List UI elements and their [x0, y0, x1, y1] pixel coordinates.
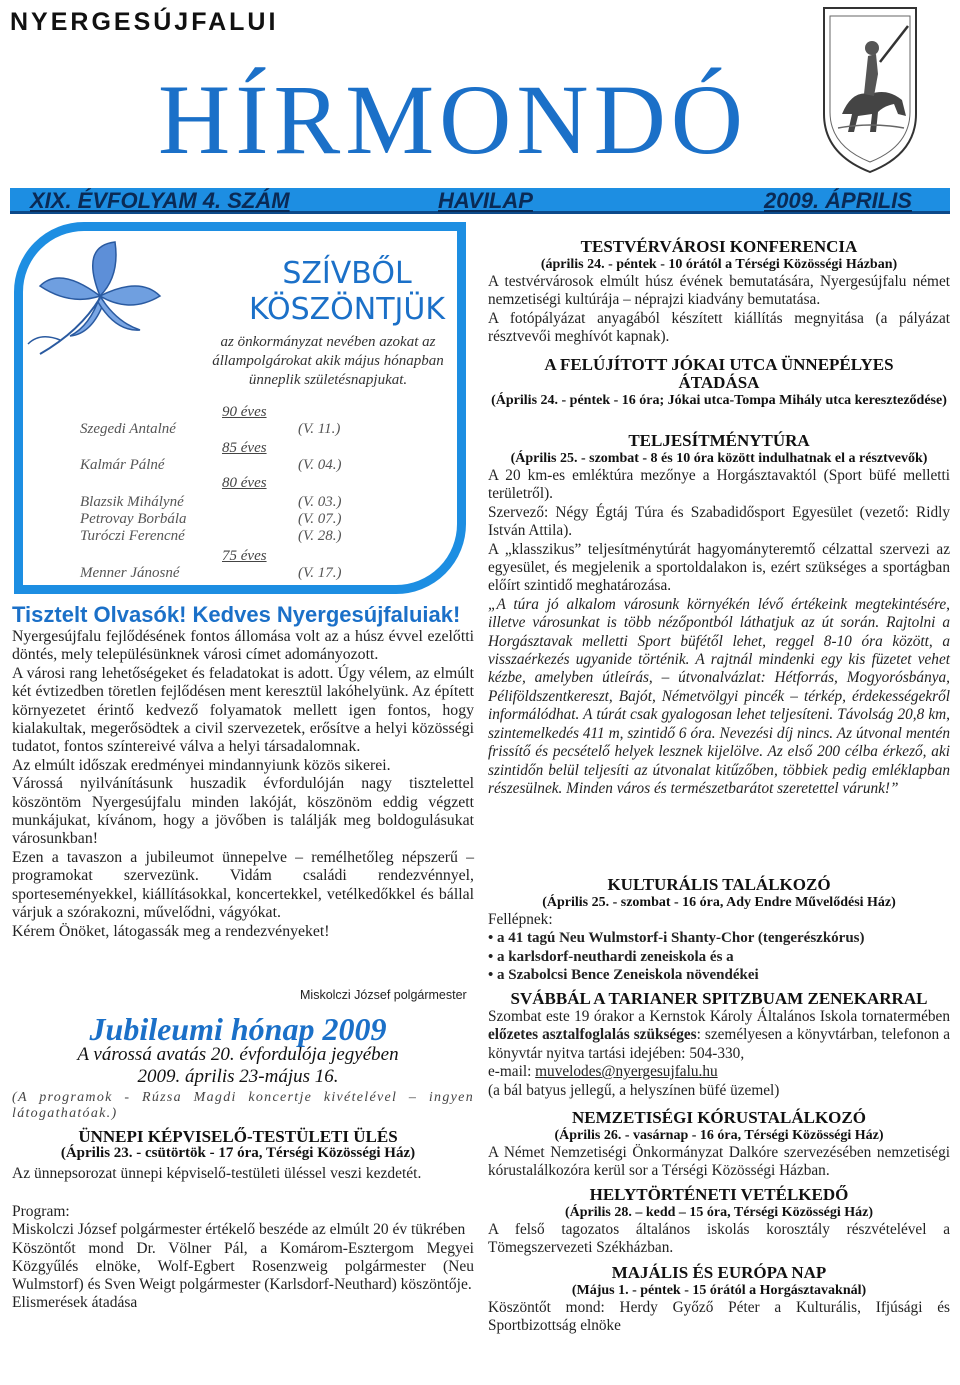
street-opening-when: (Április 24. - péntek - 16 óra; Jókai utca-Tompa Mihály utca kereszteződése)	[491, 393, 947, 408]
ball-text	[488, 1008, 950, 1063]
jubilee-subtitle: A várossá avatás 20. évfordulója jegyében	[77, 1044, 399, 1065]
age-group-label: 90 éves	[222, 404, 267, 420]
program-line: Miskolczi József polgármester értékelő beszéde az elmúlt 20 év tükrében	[12, 1221, 466, 1239]
issue-date: 2009. ÁPRILIS	[764, 188, 912, 213]
letter-paragraph: Kérem Önöket, látogassák meg a rendezvényeket!	[12, 922, 330, 940]
letter-paragraph: A városi rang lehetőségeket és feladatokat is adott. Úgy vélem, az elmúlt két évtizedben töretlen fejlődésen ment keresztül lakóhelyünk. Az épített környezetet érintő kedvező folyamatok mellett igen fontos, hogy kialakultak, megerősödtek a civil szervezetek, erősítve a helyi közösségi tudatot, fontos színtereivé válva a helyi társadalomnak.	[12, 664, 474, 756]
culture-title: KULTURÁLIS TALÁLKOZÓ	[607, 875, 831, 894]
celebrant-date: (V. 07.)	[298, 511, 342, 527]
program-line: Elismerések átadása	[12, 1294, 138, 1312]
letter-signature: Miskolczi József polgármester	[300, 988, 467, 1002]
conference-text: A fotópályázat anyagából készített kiállítás megnyitása (a pályázat résztvevői meghívót kapnak).	[488, 309, 950, 346]
quiz-section	[488, 1186, 950, 1258]
may-day-section	[488, 1264, 950, 1336]
council-session-when: (Április 23. - csütörtök - 17 óra, Térségi Közösségi Ház)	[60, 1145, 416, 1161]
conference-section	[488, 238, 950, 347]
tour-section	[488, 432, 950, 798]
council-session-text: Az ünnepsorozat ünnepi képviselő-testületi üléssel veszi kezdetét.	[12, 1165, 422, 1182]
celebrant-date: (V. 04.)	[298, 457, 342, 473]
ball-title: SVÁBBÁL A TARIANER SPITZBUAM ZENEKARRAL	[510, 989, 928, 1008]
conference-text: A testvérvárosok elmúlt húsz évének bemutatására, Nyergesújfalu német nemzetiségi kultúrája – néprajzi kiadvány bemutatása.	[488, 273, 950, 309]
flower-illustration	[20, 236, 180, 356]
street-opening-section	[488, 356, 950, 409]
ball-note: (a bál batyus jellegű, a helyszínen büfé üzemel)	[488, 1081, 780, 1099]
choir-text: A Német Nemzetiségi Önkormányzat Dalkóre szervezésében nemzetiségi kórustalálkozóra kerül sor a Térségi Közösségi Házban.	[488, 1144, 950, 1180]
tour-title: TELJESÍTMÉNYTÚRA	[628, 431, 810, 450]
street-opening-title: A FELÚJÍTOTT JÓKAI UTCA ÜNNEPÉLYES	[544, 355, 894, 374]
ball-text-bold: előzetes asztalfoglalás szükséges	[488, 1026, 697, 1044]
volume-number: XIX. ÉVFOLYAM 4. SZÁM	[30, 188, 290, 213]
culture-section	[488, 876, 950, 985]
program-line: Köszöntőt mond Dr. Völner Pál, a Komárom-Esztergom Megyei Közgyűlés elnöke, Wolf-Egbert Rosenzweig polgármester (Neu Wulmstorf) és Sven Weigt polgármester (Karlsdorf-Neuthard) köszöntője.	[12, 1239, 474, 1294]
celebrant-name: Blazsik Mihályné	[80, 494, 184, 510]
jubilee-note: (A programok - Rúzsa Magdi koncertje kivételével – ingyen látogathatóak.)	[12, 1090, 474, 1121]
celebrant-date: (V. 03.)	[298, 494, 342, 510]
performer-item: • a Szabolcsi Bence Zeneiskola növendékei	[488, 967, 759, 984]
council-program	[12, 1203, 474, 1313]
performer-item: • a karlsdorf-neuthardi zeneiskola és a	[488, 948, 734, 965]
age-group-label: 85 éves	[222, 440, 267, 456]
quiz-when: (Április 28. – kedd – 15 óra, Térségi Közösségi Ház)	[564, 1205, 874, 1220]
letter-paragraph: Az elmúlt időszak eredményei mindannyiunk közös sikerei.	[12, 756, 391, 774]
celebrant-name: Menner Jánosné	[80, 565, 180, 581]
conference-when: (április 24. - péntek - 10 órától a Térségi Közösségi Házban)	[540, 257, 898, 272]
street-opening-title-2: ÁTADÁSA	[678, 373, 760, 392]
publication-frequency: HAVILAP	[438, 188, 533, 213]
celebrant-name: Szegedi Antalné	[80, 421, 176, 437]
tour-text: Szervező: Négy Égtáj Túra és Szabadidősport Egyesület (vezető: Ridly István Attila).	[488, 503, 950, 540]
greeting-title-line-1: SZÍVBŐL	[282, 256, 412, 291]
may-day-title: MAJÁLIS ÉS EURÓPA NAP	[611, 1263, 827, 1282]
may-day-when: (Május 1. - péntek - 15 órától a Horgásztavaknál)	[571, 1283, 867, 1298]
celebrant-date: (V. 11.)	[298, 421, 341, 437]
greeting-title-line-2: KÖSZÖNTJÜK	[248, 292, 446, 327]
jubilee-dates: 2009. április 23-május 16.	[137, 1066, 339, 1087]
tour-text: A 20 km-es emléktúra mezőnye a Horgásztavaktól (Sport büfé melletti területről).	[488, 467, 950, 503]
council-session-title: ÜNNEPI KÉPVISELŐ-TESTÜLETI ÜLÉS	[78, 1127, 398, 1146]
letter-paragraph: Várossá nyilvánításunk huszadik évfordulóján nagy tisztelettel köszöntöm Nyergesújfalu minden lakóját, köszönöm eddig végzett munkájukat, kívánom, hogy a jövőben is találják meg boldogulásukat városunkban!	[12, 775, 474, 848]
celebrant-date: (V. 17.)	[298, 565, 342, 581]
ball-text-start: Szombat este 19 órakor a Kernstok Károly Általános Iskola tornatermében	[488, 1008, 950, 1025]
quiz-title: HELYTÖRTÉNETI VETÉLKEDŐ	[589, 1185, 849, 1204]
quiz-text: A felső tagozatos általános iskolás korosztály részvételével a Tömegszervezeti Székházban.	[488, 1221, 950, 1257]
age-group-label: 80 éves	[222, 475, 267, 491]
may-day-text: Köszöntőt mond: Herdy Győző Péter a Kulturális, Ifjúsági és Sportbizottság elnöke	[488, 1299, 950, 1335]
greeting-title	[232, 256, 462, 328]
culture-when: (Április 25. - szombat - 16 óra, Ady Endre Művelődési Ház)	[542, 895, 896, 910]
tour-when: (Április 25. - szombat - 8 és 10 óra között indulhatnak el a résztvevők)	[510, 451, 928, 466]
letter-paragraph: Nyergesújfalu fejlődésének fontos állomása volt az a húsz évvel ezelőtti döntés, mely településünknek városi címet adományozott.	[12, 628, 474, 664]
ball-section	[488, 990, 950, 1100]
newspaper-series-title: NYERGESÚJFALUI	[10, 8, 279, 36]
choir-title: NEMZETISÉGI KÓRUSTALÁLKOZÓ	[572, 1108, 866, 1127]
letter-body	[12, 628, 474, 941]
jubilee-title: Jubileumi hónap 2009	[89, 1011, 387, 1047]
ball-text-end: : személyesen a könyvtárban, telefonon a könyvtár nyitva tartási idejében: 504-330,	[488, 1026, 950, 1062]
celebrant-name: Petrovay Borbála	[80, 511, 187, 527]
email-label: e-mail:	[488, 1063, 536, 1081]
crest-horseman-icon	[818, 4, 922, 176]
program-line: Program:	[12, 1203, 70, 1220]
email-link[interactable]: muvelodes@nyergesujfalu.hu	[535, 1063, 718, 1081]
ball-contact	[488, 1063, 950, 1081]
choir-section	[488, 1109, 950, 1181]
culture-lead: Fellépnek:	[488, 911, 553, 928]
newspaper-title: HÍRMONDÓ	[158, 64, 748, 175]
conference-title: TESTVÉRVÁROSI KONFERENCIA	[580, 237, 858, 256]
greeting-subtitle: az önkormányzat nevében azokat az állampolgárokat akik május hónapban ünneplik születésnapjukat.	[212, 334, 444, 388]
celebrant-name: Kalmár Pálné	[80, 457, 165, 473]
letter-heading: Tisztelt Olvasók! Kedves Nyergesújfaluiak!	[12, 602, 461, 627]
tour-quote: „A túra jó alkalom városunk környékén lévő értékeink megtekintésére, illetve városunkat is több nézőpontból láthatjuk az út során. Rajtolni a Horgásztavak melletti Sport büfétől lehet, reggel 8-10 óra között, a visszaérkezés ugyanide történik. A rajtnál mindenki egy kis füzetet vehet kézbe, amelyben útleírás, – útvonalvázlat: Hétforrás, Mogyorósbánya, Péliföldszentkereszt, Bajót, Németvölgyi pincék – térkép, érdekességekről informálódhat. A túrát csak gyalogosan lehet teljesíteni. Távolság 20,8 km, szintemelkedés 411 m, szintidő 6 óra. Nevezési díj nincs. Az útvonal mentén frissítő és pecsételő helyek lesznek kijelölve. Az első 200 célba érkező, aki szintidőn belül teljesíti az útvonalat kitűzőben, többiek pedig emléklapban részesülnek. Minden város és természetbarátot szeretettel várunk!”	[488, 595, 950, 797]
celebrant-date: (V. 28.)	[298, 528, 342, 544]
issue-info-band	[10, 188, 950, 214]
letter-paragraph: Ezen a tavaszon a jubileumot ünnepelve – remélhetőleg népszerű – programokat szervezünk. Vidám családi rendezvénnyel, sporteseményekkel, kiállításokkal, koncertekkel, vetélkedőkkel és bállal várjuk a szórakozni, művelődni, vágyókat.	[12, 848, 474, 922]
performer-item: • a 41 tagú Neu Wulmstorf-i Shanty-Chor (tengerészkórus)	[488, 930, 865, 947]
age-group-label: 75 éves	[222, 548, 267, 564]
choir-when: (Április 26. - vasárnap - 16 óra, Térségi Közösségi Ház)	[554, 1128, 884, 1143]
tour-text: A „klasszikus” teljesítménytúrát hagyományteremtő célzattal szervezi az egyesület, és megjelenik a sportoldalakon is, ezért szükséges a sportágban előírt szintidő meghatározása.	[488, 540, 950, 595]
celebrant-name: Turóczi Ferencné	[80, 528, 185, 544]
